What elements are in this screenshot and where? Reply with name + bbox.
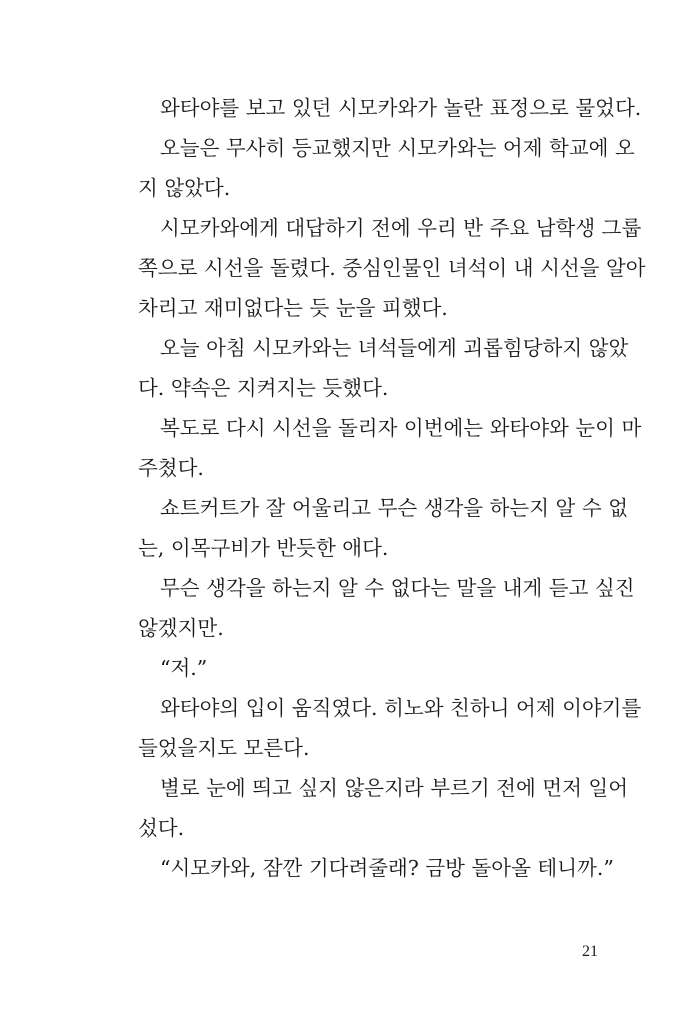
text-line: 다. 약속은 지켜지는 듯했다. [138, 376, 389, 400]
text-line: 복도로 다시 시선을 돌리자 이번에는 와타야와 눈이 마 [160, 416, 642, 440]
text-line: 않겠지만. [138, 616, 224, 640]
text-line: 와타야를 보고 있던 시모카와가 놀란 표정으로 물었다. [160, 96, 642, 120]
text-line: 시모카와에게 대답하기 전에 우리 반 주요 남학생 그룹 [160, 216, 642, 240]
text-line: 주쳤다. [138, 456, 204, 480]
text-line: 지 않았다. [138, 176, 231, 200]
text-line: 무슨 생각을 하는지 알 수 없다는 말을 내게 듣고 싶진 [160, 576, 635, 600]
text-line: 별로 눈에 띄고 싶지 않은지라 부르기 전에 먼저 일어 [160, 776, 628, 800]
book-page-body [138, 88, 646, 908]
text-line: 는, 이목구비가 반듯한 애다. [138, 536, 389, 560]
text-line: 쇼트커트가 잘 어울리고 무슨 생각을 하는지 알 수 없 [160, 496, 628, 520]
text-line: 와타야의 입이 움직였다. 히노와 친하니 어제 이야기를 [160, 696, 642, 720]
text-line: 섰다. [138, 816, 185, 840]
dialogue-line: “저.” [160, 656, 208, 680]
text-line: 오늘 아침 시모카와는 녀석들에게 괴롭힘당하지 않았 [160, 336, 629, 360]
text-line: 들었을지도 모른다. [138, 736, 310, 760]
text-line: 차리고 재미없다는 듯 눈을 피했다. [138, 296, 448, 320]
page-number: 21 [582, 943, 598, 960]
text-line: 쪽으로 시선을 돌렸다. 중심인물인 녀석이 내 시선을 알아 [138, 256, 646, 280]
text-line: 오늘은 무사히 등교했지만 시모카와는 어제 학교에 오 [160, 136, 635, 160]
dialogue-line: “시모카와, 잠깐 기다려줄래? 금방 돌아올 테니까.” [160, 856, 614, 880]
